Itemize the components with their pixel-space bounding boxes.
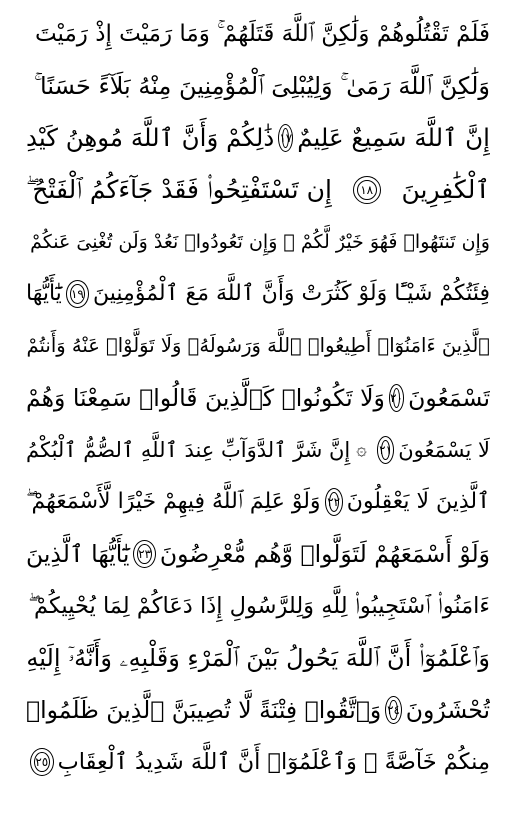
verse-number-marker: ٢٣	[133, 540, 156, 568]
verse-number-marker: ٢٢	[325, 488, 343, 516]
verse-text: وَلَوْ عَلِمَ ٱللَّهُ فِيهِمْ خَيْرًا لَّأَسْمَعَهُمْ ۖ	[26, 489, 321, 514]
verse-number-marker: ١٧	[278, 124, 293, 152]
verse-text: وَلَوْ أَسْمَعَهُمْ لَتَوَلَّوا۟ وَّهُم مُّعْرِضُونَ	[159, 540, 490, 568]
verse-text: إِن تَسْتَفْتِحُوا۟ فَقَدْ جَآءَكُمُ ٱلْفَتْحُ ۖ	[26, 175, 332, 204]
verse-text: وَلَٰكِنَّ ٱللَّهَ رَمَىٰ ۚ وَلِيُبْلِىَ ٱلْمُؤْمِنِينَ مِنْهُ بَلَآءً حَسَنًا ۚ	[34, 72, 490, 100]
verse-text: وَٱتَّقُوا۟ فِتْنَةً لَّا تُصِيبَنَّ ٱلَّذِينَ ظَلَمُوا۟	[26, 696, 382, 724]
verse-number-marker: ١٨	[353, 176, 381, 204]
text-line	[26, 372, 490, 424]
text-line	[26, 736, 490, 788]
verse-text: وَلَا تَكُونُوا۟ كَٱلَّذِينَ قَالُوا۟ سَمِعْنَا وَهُمْ	[26, 384, 385, 412]
text-line	[26, 8, 490, 60]
text-line	[26, 476, 490, 528]
verse-number-marker: ٢١	[377, 436, 394, 464]
verse-number-marker: ٢٤	[385, 696, 401, 724]
hizb-marker-icon: ۞	[356, 439, 367, 460]
verse-text: ءَامَنُوا۟ ٱسْتَجِيبُوا۟ لِلَّهِ وَلِلرَّسُولِ إِذَا دَعَاكُمْ لِمَا يُحْيِيكُمْ ۖ	[28, 593, 490, 619]
verse-text: وَٱعْلَمُوٓا۟ أَنَّ ٱللَّهَ يَحُولُ بَيْنَ ٱلْمَرْءِ وَقَلْبِهِۦ وَأَنَّهُۥٓ إِلَيْهِ	[26, 644, 490, 672]
text-line	[26, 424, 490, 476]
verse-text: فِئَتُكُمْ شَيْـًٔا وَلَوْ كَثُرَتْ وَأَنَّ ٱللَّهَ مَعَ ٱلْمُؤْمِنِينَ	[93, 281, 490, 306]
verse-text: ٱلْكَٰفِرِينَ	[401, 175, 490, 204]
text-line	[26, 528, 490, 580]
verse-text: ذَٰلِكُمْ وَأَنَّ ٱللَّهَ مُوهِنُ كَيْدِ	[26, 123, 275, 152]
text-line	[26, 580, 490, 632]
verse-text: يَٰٓأَيُّهَا ٱلَّذِينَ	[26, 540, 130, 568]
verse-text: ٱلَّذِينَ لَا يَعْقِلُونَ	[346, 489, 490, 514]
text-line	[26, 320, 490, 372]
text-line	[26, 164, 490, 216]
verse-text: إِنَّ ٱللَّهَ سَمِيعٌ عَلِيمٌ	[297, 123, 490, 152]
verse-text: تُحْشَرُونَ	[405, 696, 490, 724]
verse-text: تَسْمَعُونَ	[408, 384, 490, 412]
verse-number-marker: ١٩	[66, 280, 89, 308]
verse-text: لَا يَسْمَعُونَ	[398, 438, 490, 462]
text-line	[26, 268, 490, 320]
text-line	[26, 60, 490, 112]
text-line	[26, 684, 490, 736]
verse-number-marker: ٢٥	[30, 748, 54, 776]
verse-text: إِنَّ شَرَّ ٱلدَّوَآبِّ عِندَ ٱللَّهِ ٱلصُّمُّ ٱلْبُكْمُ	[26, 438, 351, 462]
verse-text: فَلَمْ تَقْتُلُوهُمْ وَلَٰكِنَّ ٱللَّهَ قَتَلَهُمْ ۚ وَمَا رَمَيْتَ إِذْ رَمَيْتَ	[34, 21, 490, 47]
verse-text: يَٰٓأَيُّهَا	[26, 281, 62, 306]
text-line	[26, 112, 490, 164]
verse-number-marker: ٢٠	[389, 384, 404, 412]
verse-text: مِنكُمْ خَآصَّةً ۖ وَٱعْلَمُوٓا۟ أَنَّ ٱللَّهَ شَدِيدُ ٱلْعِقَابِ	[57, 749, 490, 775]
text-line	[26, 632, 490, 684]
verse-text: وَإِن تَنتَهُوا۟ فَهُوَ خَيْرٌ لَّكُمْ ۖ وَإِن تَعُودُوا۟ نَعُدْ وَلَن تُغْنِىَ عَنكُمْ	[30, 231, 490, 253]
verse-text: ٱلَّذِينَ ءَامَنُوٓا۟ أَطِيعُوا۟ ٱللَّهَ وَرَسُولَهُۥ وَلَا تَوَلَّوْا۟ عَنْهُ وَأَنتُمْ	[26, 334, 490, 357]
text-line	[26, 216, 490, 268]
